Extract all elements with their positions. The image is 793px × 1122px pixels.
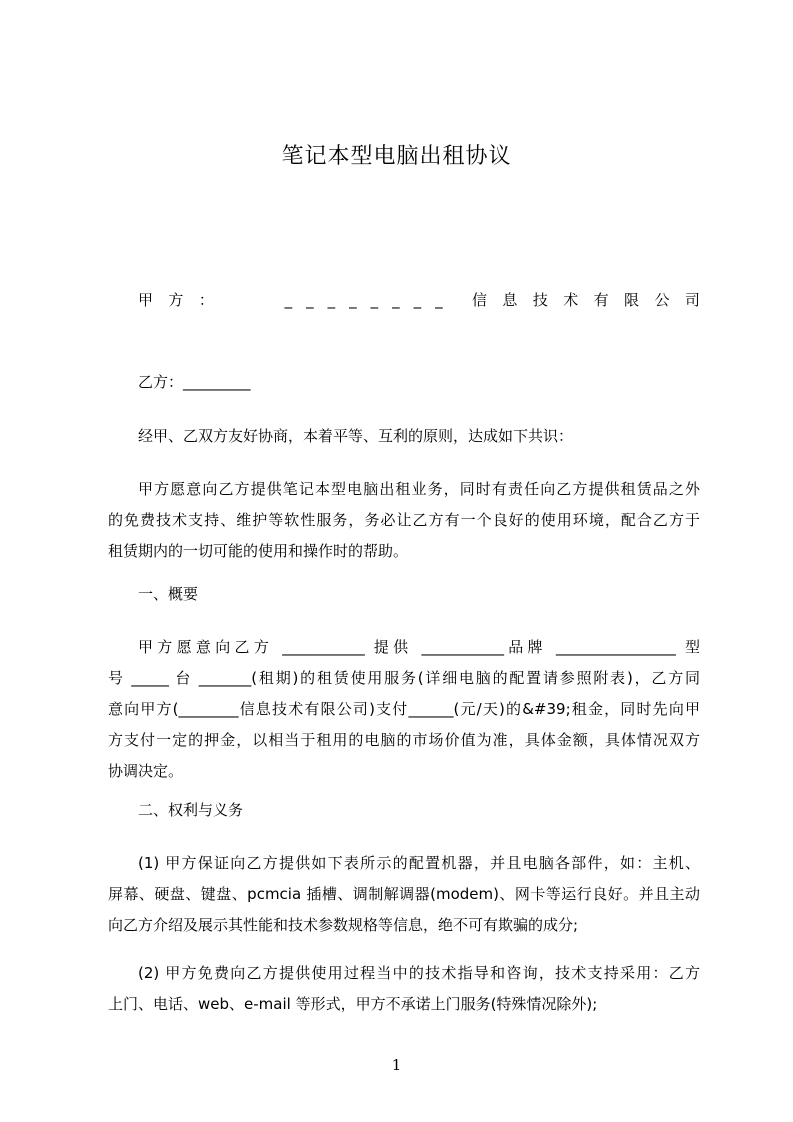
page-title: 笔记本型电脑出租协议: [281, 144, 512, 169]
party-a-company-char: 有: [593, 291, 609, 309]
page-number: 1: [391, 1056, 402, 1074]
party-a-company-char: 技: [532, 291, 548, 309]
paragraph-line: 的免费技术支持、维护等软性服务，务必让乙方有一个良好的使用环境，配合乙方于: [108, 511, 700, 529]
paragraph-line: 意向甲方(________信息技术有限公司)支付______(元/天)的&#39;租金，同时先向甲: [108, 700, 700, 718]
party-a-line: [138, 290, 700, 310]
paragraph-overview: [108, 632, 700, 787]
party-a-label-char: 甲: [138, 291, 154, 309]
intro-text: 经甲、乙双方友好协商，本着平等、互利的原则，达成如下共识：: [138, 427, 574, 445]
paragraph-rights-item-2: [108, 958, 700, 1020]
paragraph-line: 屏幕、硬盘、键盘、pcmcia 插槽、调制解调器(modem)、网卡等运行良好。并且主动: [108, 885, 700, 903]
paragraph-line: (1) 甲方保证向乙方提供如下表所示的配置机器，并且电脑各部件，如：主机、: [138, 854, 700, 872]
paragraph-service-intro: [108, 474, 700, 567]
party-b-line: 乙方：_________: [138, 373, 251, 391]
party-a-company-char: 息: [502, 291, 518, 309]
paragraph-rights-item-1: [108, 848, 700, 941]
paragraph-line: 协调决定。: [108, 762, 184, 780]
party-a-company-char: 信: [472, 291, 488, 309]
section-heading-rights: 二、权利与义务: [138, 801, 244, 819]
party-a-company-char: 公: [654, 291, 670, 309]
section-heading-overview: 一、概要: [138, 585, 199, 603]
paragraph-line: 向乙方介绍及展示其性能和技术参数规格等信息，绝不可有欺骗的成分;: [108, 916, 579, 934]
paragraph-line: 甲方愿意向乙方提供笔记本型电脑出租业务，同时有责任向乙方提供租赁品之外: [138, 480, 700, 498]
paragraph-line: 租赁期内的一切可能的使用和操作时的帮助。: [108, 542, 409, 560]
paragraph-line: (2) 甲方免费向乙方提供使用过程当中的技术指导和咨询，技术支持采用：乙方: [138, 964, 700, 982]
party-a-label-char: 方: [168, 291, 184, 309]
party-a-company-char: 限: [624, 291, 640, 309]
paragraph-line: 号 _____ 台 _______(租期)的租赁使用服务(详细电脑的配置请参照附表)，乙方同: [108, 669, 700, 687]
party-a-blank: ________: [284, 291, 457, 309]
party-a-company-char: 术: [563, 291, 579, 309]
party-a-company-char: 司: [684, 291, 700, 309]
paragraph-line: 甲方愿意向乙方 ___________ 提供 ___________品牌 ________________ 型: [138, 638, 700, 656]
party-a-label-char: ：: [198, 291, 214, 309]
paragraph-line: 上门、电话、web、e-mail 等形式，甲方不承诺上门服务(特殊情况除外);: [108, 995, 598, 1013]
paragraph-line: 方支付一定的押金，以相当于租用的电脑的市场价值为准，具体金额，具体情况双方: [108, 731, 700, 749]
